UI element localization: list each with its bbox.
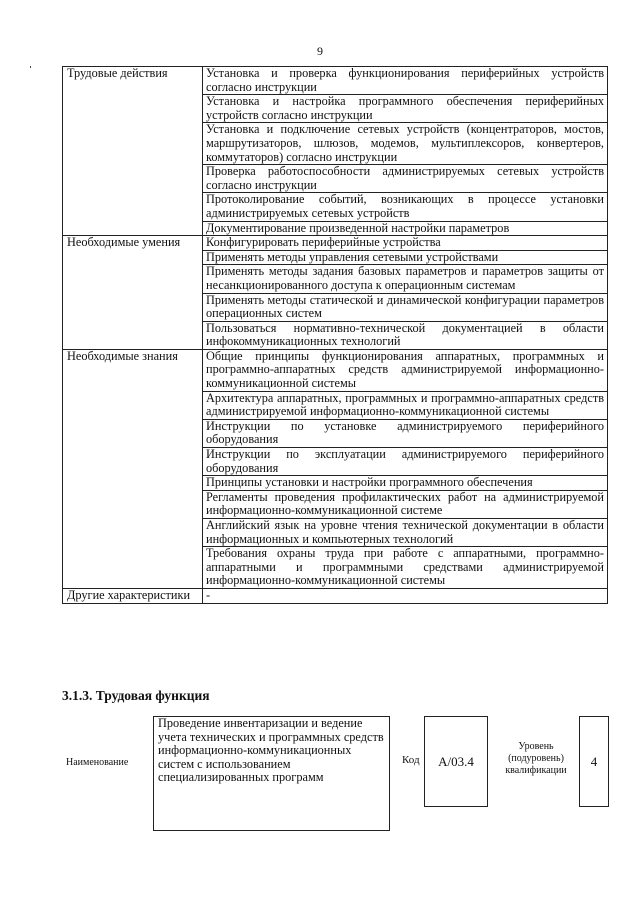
description-cell: Пользоваться нормативно-технической документацией в области инфокоммуникационных технологий [203, 321, 608, 349]
description-cell: - [203, 588, 608, 603]
table-body [63, 67, 608, 604]
page-number: 9 [317, 44, 323, 58]
section-title: 3.1.3. Трудовая функция [62, 688, 210, 703]
category-cell: Трудовые действия [63, 67, 203, 236]
qualification-level-box: 4 [579, 716, 609, 807]
labor-functions-table [62, 66, 608, 604]
description-cell: Применять методы статической и динамической конфигурации параметров операционных систем [203, 293, 608, 321]
description-cell: Инструкции по установке администрируемого периферийного оборудования [203, 419, 608, 447]
description-cell: Конфигурировать периферийные устройства [203, 236, 608, 251]
function-name-box: Проведение инвентаризации и ведение учета технических и программных средств информационно-коммуникационных систем с использованием специализированных программ [153, 716, 390, 831]
code-label: Код [402, 754, 420, 766]
category-cell: Другие характеристики [63, 588, 203, 603]
qualification-level-label: Уровень (подуровень) квалификации [505, 741, 567, 776]
description-cell: Применять методы задания базовых параметров и параметров защиты от несанкционированного доступа к операционным системам [203, 265, 608, 293]
description-cell: Установка и проверка функционирования периферийных устройств согласно инструкции [203, 67, 608, 95]
description-cell: Установка и подключение сетевых устройств (концентраторов, мостов, маршрутизаторов, шлюзов, модемов, мультиплексоров, конвертеров, коммутаторов) согласно инструкции [203, 123, 608, 165]
category-cell: Необходимые знания [63, 349, 203, 588]
description-cell: Английский язык на уровне чтения технической документации в области информационных и компьютерных технологий [203, 519, 608, 547]
description-cell: Архитектура аппаратных, программных и программно-аппаратных средств администрируемой информационно-коммуникационной системы [203, 391, 608, 419]
name-label: Наименование [66, 757, 129, 768]
description-cell: Применять методы управления сетевыми устройствами [203, 250, 608, 265]
table-row [63, 236, 608, 251]
table-row [63, 349, 608, 391]
table-row [63, 588, 608, 603]
description-cell: Принципы установки и настройки программного обеспечения [203, 476, 608, 491]
category-cell: Необходимые умения [63, 236, 203, 350]
code-box: А/03.4 [424, 716, 488, 807]
description-cell: Общие принципы функционирования аппаратных, программных и программно-аппаратных средств администрируемой информационно-коммуникационной системы [203, 349, 608, 391]
description-cell: Инструкции по эксплуатации администрируемого периферийного оборудования [203, 448, 608, 476]
description-cell: Установка и настройка программного обеспечения периферийных устройств согласно инструкции [203, 95, 608, 123]
description-cell: Требования охраны труда при работе с аппаратными, программно-аппаратными и программными средствами администрируемой информационно-коммуникационной системы [203, 547, 608, 589]
description-cell: Проверка работоспособности администрируемых сетевых устройств согласно инструкции [203, 165, 608, 193]
description-cell: Документирование произведенной настройки параметров [203, 221, 608, 236]
description-cell: Регламенты проведения профилактических работ на администрируемой информационно-коммуникационной системе [203, 490, 608, 518]
description-cell: Протоколирование событий, возникающих в процессе установки администрируемых сетевых устройств [203, 193, 608, 221]
table-row [63, 67, 608, 95]
margin-mark [30, 66, 31, 68]
